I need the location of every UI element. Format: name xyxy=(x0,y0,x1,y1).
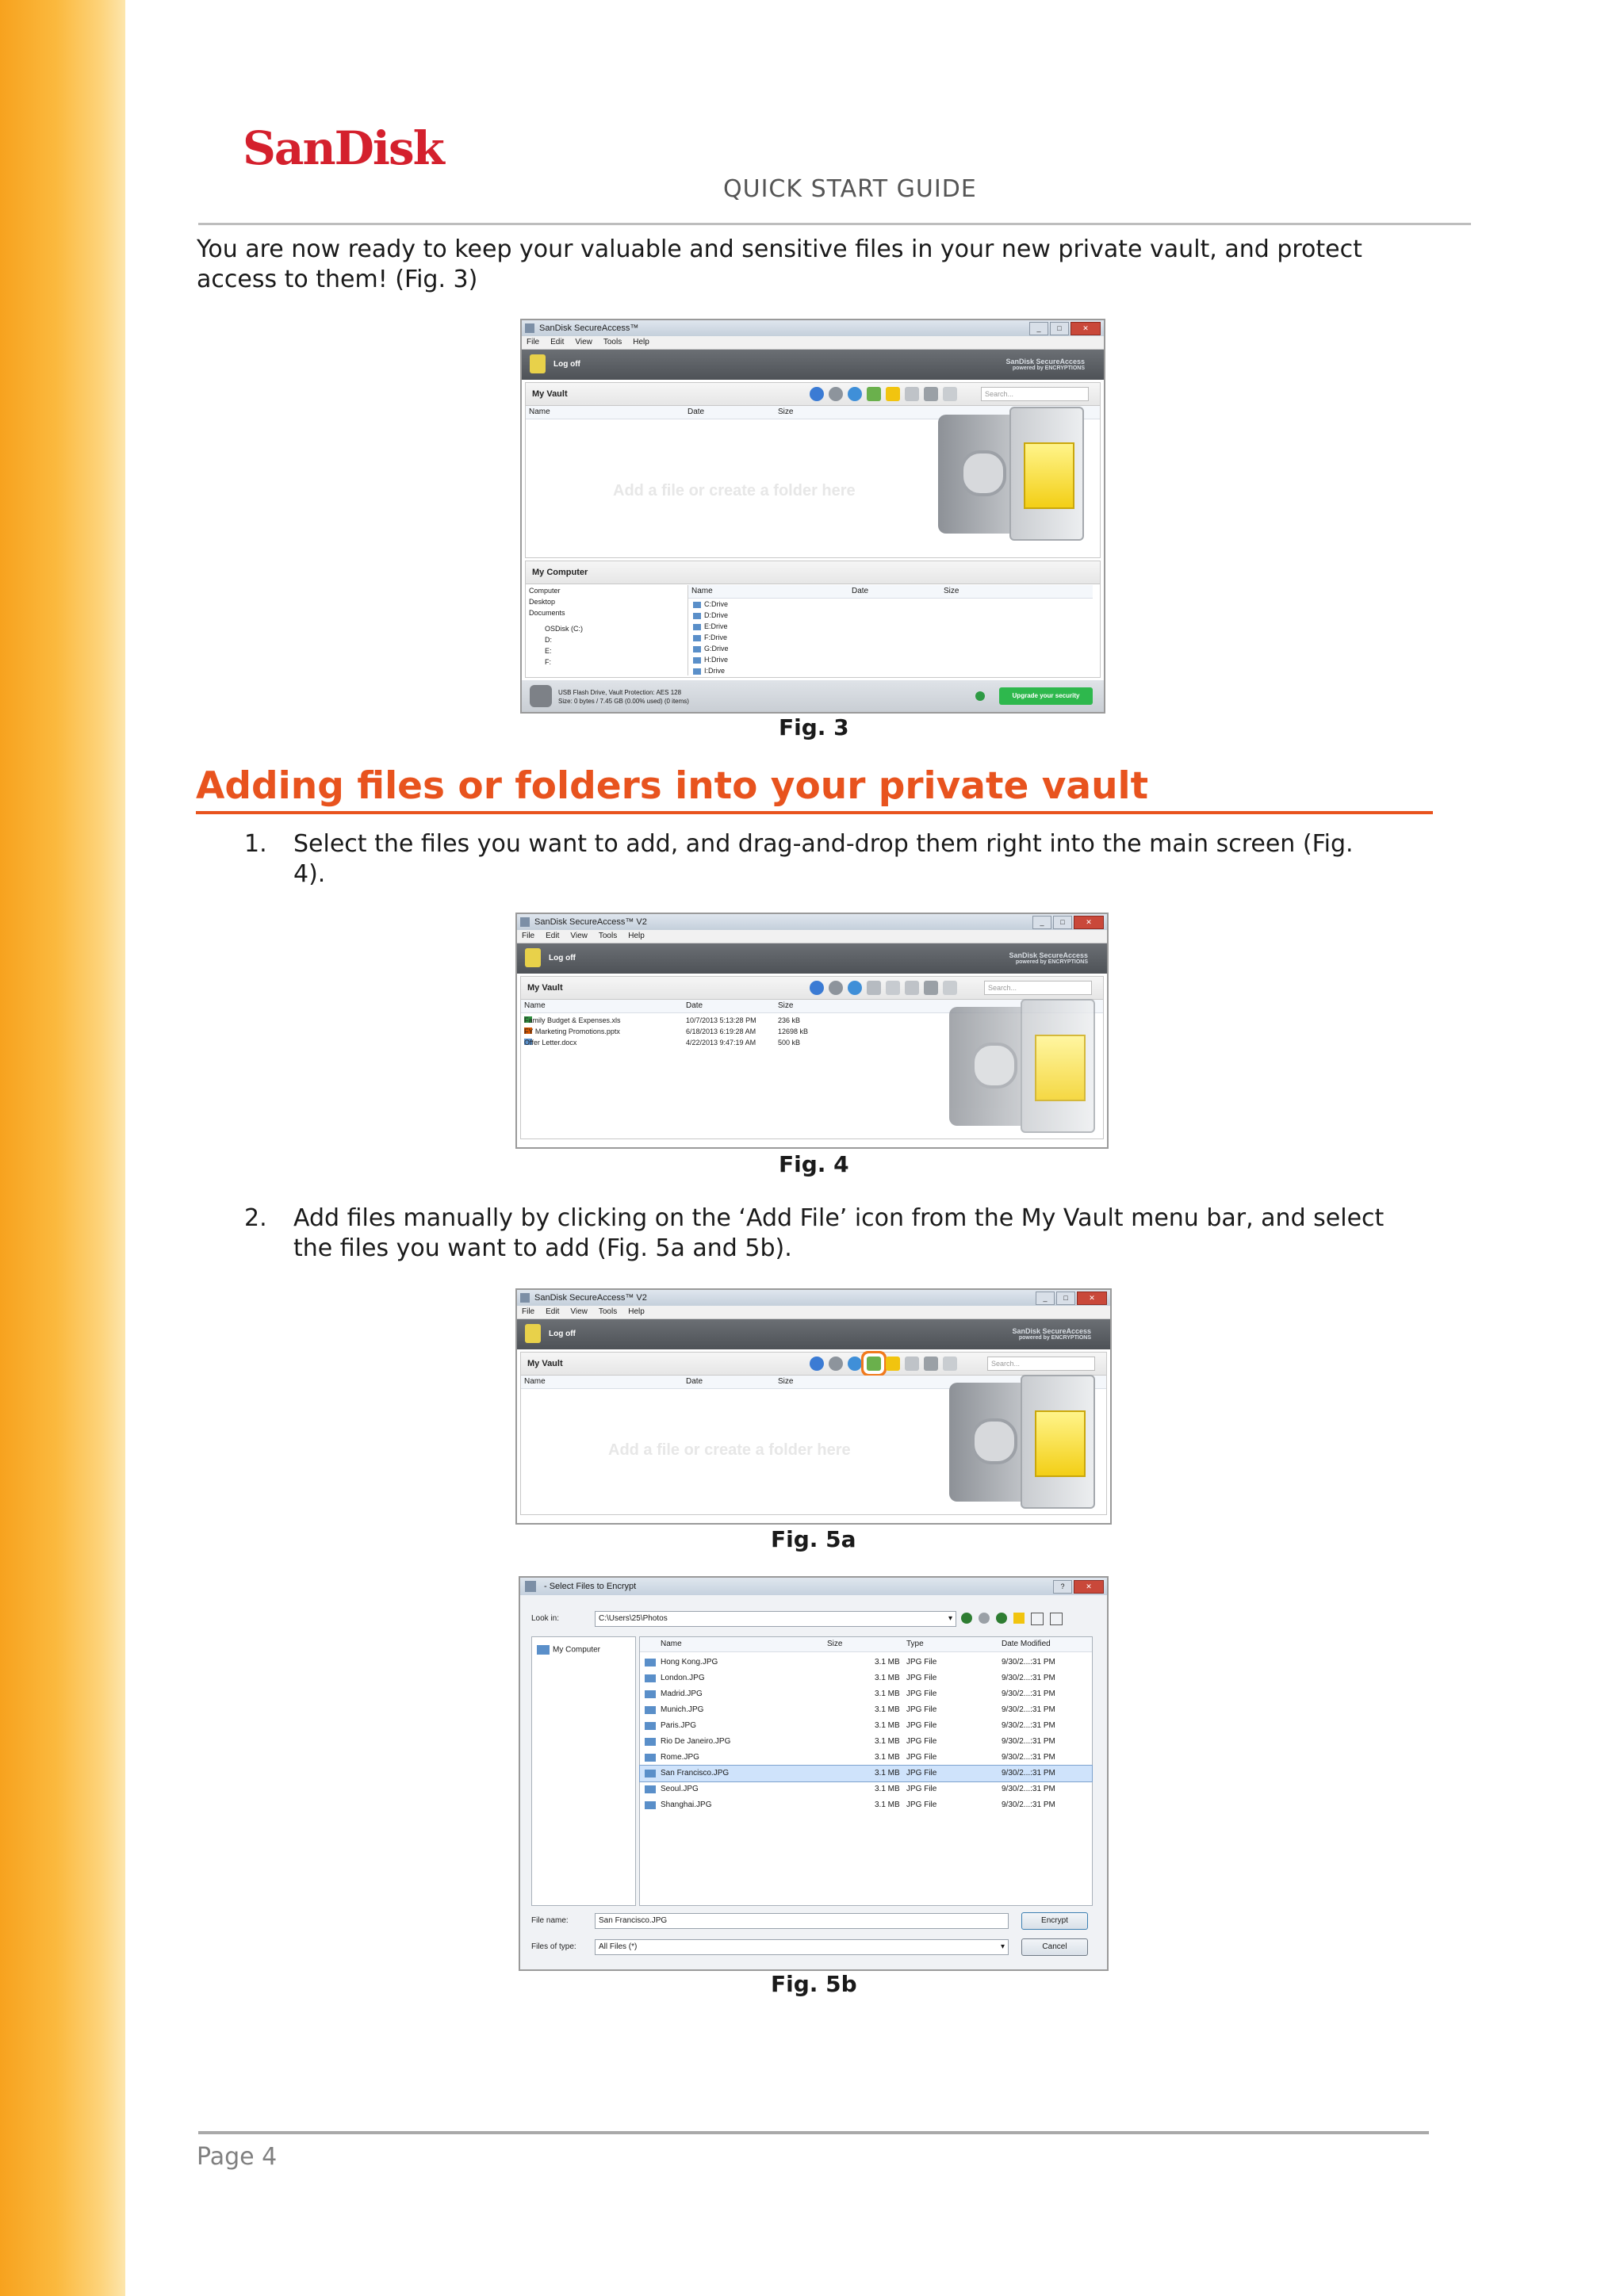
col-size[interactable]: Size xyxy=(778,408,794,416)
sandisk-logo: SanDisk xyxy=(243,121,443,175)
cut-icon[interactable] xyxy=(924,981,938,995)
paste-icon[interactable] xyxy=(943,387,957,401)
drive-row[interactable]: I:Drive xyxy=(693,665,1093,676)
minimize-button[interactable]: _ xyxy=(1036,1292,1055,1305)
search-input[interactable]: Search... xyxy=(984,981,1092,995)
vault-title: My Vault xyxy=(527,1359,563,1368)
file-name: Rio De Janeiro.JPG xyxy=(661,1737,731,1746)
vault-toolbar xyxy=(521,1353,1106,1376)
lock-icon[interactable] xyxy=(525,1324,541,1343)
lock-icon[interactable] xyxy=(525,948,541,967)
forward-icon[interactable] xyxy=(829,981,843,995)
window-title: SanDisk SecureAccess™ V2 xyxy=(534,1293,647,1303)
header-bar xyxy=(517,943,1107,974)
file-name: London.JPG xyxy=(661,1674,705,1682)
fig4-caption: Fig. 4 xyxy=(779,1151,849,1177)
brand-label: SanDisk SecureAccess powered by ENCRYPTIONS xyxy=(1012,1327,1091,1341)
places-sidebar xyxy=(531,1636,636,1906)
chevron-down-icon: ▾ xyxy=(948,1614,952,1623)
file-name: Rome.JPG xyxy=(661,1753,699,1762)
image-file-icon xyxy=(645,1785,656,1793)
file-row[interactable] xyxy=(640,1766,1092,1781)
back-icon[interactable] xyxy=(810,981,824,995)
vault-toolbar xyxy=(526,383,1100,406)
vault-panel xyxy=(520,976,1104,1139)
up-folder-icon[interactable] xyxy=(848,1357,862,1371)
file-modified: 9/30/2...:31 PM xyxy=(1002,1737,1055,1746)
minimize-button[interactable]: _ xyxy=(1032,916,1051,929)
file-modified: 9/30/2...:31 PM xyxy=(1002,1721,1055,1730)
search-input[interactable]: Search... xyxy=(987,1357,1095,1371)
image-file-icon xyxy=(645,1770,656,1777)
file-size: 3.1 MB xyxy=(875,1658,900,1667)
image-file-icon xyxy=(645,1754,656,1762)
intro-line-1: You are now ready to keep your valuable and sensitive files in your new private vault, and protect xyxy=(197,235,1362,263)
vault-file-row[interactable]: Family Budget & Expenses.xls 10/7/2013 5:13:28 PM 236 kB xyxy=(524,1016,801,1024)
header-divider xyxy=(198,223,1471,225)
menu-tools[interactable]: Tools xyxy=(598,1307,618,1316)
vault-icons xyxy=(810,387,957,401)
drive-list xyxy=(688,585,1093,675)
image-file-icon xyxy=(645,1722,656,1730)
add-folder-icon[interactable] xyxy=(886,387,900,401)
window-titlebar xyxy=(522,320,1104,336)
status-bar xyxy=(522,680,1104,712)
step-2: 2. Add files manually by clicking on the ‘Add File’ icon from the My Vault menu bar, and select the files you want to add (Fig. 5a and 5b). xyxy=(244,1204,1385,1262)
file-name: Madrid.JPG xyxy=(661,1689,703,1698)
file-row[interactable] xyxy=(640,1781,1092,1797)
menu-view[interactable]: View xyxy=(575,338,592,346)
vault-column-header: Name Date Size xyxy=(521,1000,1103,1013)
file-name: Seoul.JPG xyxy=(661,1785,699,1793)
file-size: 3.1 MB xyxy=(875,1753,900,1762)
section-heading: Adding files or folders into your private vault xyxy=(196,764,1149,808)
cut-icon[interactable] xyxy=(924,1357,938,1371)
file-type: JPG File xyxy=(906,1674,937,1682)
upgrade-security-button[interactable]: Upgrade your security xyxy=(999,687,1093,705)
intro-line-2: access to them! (Fig. 3) xyxy=(197,266,478,293)
drive-row[interactable]: G:Drive xyxy=(693,643,1093,654)
brand-label: SanDisk SecureAccess powered by ENCRYPTIONS xyxy=(1005,358,1085,371)
close-button[interactable]: ✕ xyxy=(1077,1292,1107,1305)
file-modified: 9/30/2...:31 PM xyxy=(1002,1785,1055,1793)
image-file-icon xyxy=(645,1690,656,1698)
file-type: JPG File xyxy=(906,1800,937,1809)
vault-file-row[interactable]: Offer Letter.docx 4/22/2013 9:47:19 AM 500 kB xyxy=(524,1039,801,1047)
dialog-nav-icons xyxy=(961,1613,1063,1625)
up-folder-icon[interactable] xyxy=(848,981,862,995)
empty-hint: Add a file or create a folder here xyxy=(613,482,856,499)
file-row[interactable] xyxy=(640,1718,1092,1734)
up-folder-icon[interactable] xyxy=(848,387,862,401)
menu-edit[interactable]: Edit xyxy=(546,932,560,940)
file-size: 3.1 MB xyxy=(875,1737,900,1746)
tree-item[interactable]: E: xyxy=(545,647,552,655)
computer-panel xyxy=(525,561,1101,678)
status-text: USB Flash Drive, Vault Protection: AES 128 Size: 0 bytes / 7.45 GB (0.00% used) (0 items) xyxy=(558,689,689,705)
file-modified: 9/30/2...:31 PM xyxy=(1002,1753,1055,1762)
search-input[interactable]: Search... xyxy=(981,387,1089,401)
file-type-select[interactable]: All Files (*) ▾ xyxy=(595,1939,1009,1955)
page-number: Page 4 xyxy=(197,2143,278,2171)
encrypt-button[interactable]: Encrypt xyxy=(1021,1912,1088,1930)
app-icon xyxy=(525,1581,536,1592)
fig3-caption: Fig. 3 xyxy=(779,714,849,740)
file-name: Munich.JPG xyxy=(661,1705,704,1714)
help-button[interactable]: ? xyxy=(1053,1580,1072,1594)
file-size: 3.1 MB xyxy=(875,1785,900,1793)
file-type: JPG File xyxy=(906,1737,937,1746)
drive-row[interactable]: E:Drive xyxy=(693,621,1093,632)
forward-icon[interactable] xyxy=(829,387,843,401)
file-modified: 9/30/2...:31 PM xyxy=(1002,1689,1055,1698)
vault-icons xyxy=(810,1357,957,1371)
menu-tools[interactable]: Tools xyxy=(603,338,622,346)
chevron-down-icon: ▾ xyxy=(1000,1942,1005,1951)
vault-safe-illustration xyxy=(949,1375,1092,1510)
close-button[interactable]: ✕ xyxy=(1071,322,1101,335)
file-row[interactable] xyxy=(640,1702,1092,1718)
figure-5b-screenshot xyxy=(519,1576,1109,1971)
brand-label: SanDisk SecureAccess powered by ENCRYPTIONS xyxy=(1009,951,1088,965)
file-type: JPG File xyxy=(906,1721,937,1730)
vault-safe-illustration xyxy=(938,407,1081,541)
drive-row[interactable]: D:Drive xyxy=(693,610,1093,621)
image-file-icon xyxy=(645,1674,656,1682)
maximize-button[interactable]: □ xyxy=(1053,916,1072,929)
header-bar xyxy=(522,350,1104,380)
look-in-label: Look in: xyxy=(531,1614,560,1623)
heading-underline xyxy=(196,811,1433,814)
drive-row[interactable]: F:Drive xyxy=(693,632,1093,643)
menu-help[interactable]: Help xyxy=(628,1307,645,1316)
menu-view[interactable]: View xyxy=(570,1307,588,1316)
figure-5a-screenshot xyxy=(515,1288,1112,1525)
new-folder-icon[interactable] xyxy=(1013,1613,1025,1624)
header-bar xyxy=(517,1319,1110,1349)
figure-4-screenshot xyxy=(515,913,1109,1149)
close-button[interactable]: ✕ xyxy=(1074,916,1104,929)
file-row[interactable] xyxy=(640,1670,1092,1686)
file-name-input[interactable]: San Francisco.JPG xyxy=(595,1913,1009,1929)
menu-file[interactable]: File xyxy=(522,932,535,940)
cut-icon[interactable] xyxy=(924,387,938,401)
file-row[interactable] xyxy=(640,1734,1092,1750)
file-row[interactable] xyxy=(640,1655,1092,1670)
minimize-button[interactable]: _ xyxy=(1029,322,1048,335)
copy-icon[interactable] xyxy=(905,981,919,995)
file-modified: 9/30/2...:31 PM xyxy=(1002,1705,1055,1714)
menu-tools[interactable]: Tools xyxy=(598,932,618,940)
up-icon[interactable] xyxy=(996,1613,1007,1624)
empty-hint: Add a file or create a folder here xyxy=(608,1441,851,1459)
image-file-icon xyxy=(645,1801,656,1809)
step-1: 1. Select the files you want to add, and drag-and-drop them right into the main screen (Fig. 4). xyxy=(244,830,1354,888)
file-row[interactable] xyxy=(640,1750,1092,1766)
file-name-label: File name: xyxy=(531,1916,569,1925)
file-name: Shanghai.JPG xyxy=(661,1800,712,1809)
app-icon xyxy=(520,917,530,927)
vault-title: My Vault xyxy=(532,389,568,399)
usb-drive-icon xyxy=(530,685,552,707)
file-name: Hong Kong.JPG xyxy=(661,1658,718,1667)
fig5a-caption: Fig. 5a xyxy=(771,1526,856,1552)
vault-icons xyxy=(810,981,957,995)
file-type: JPG File xyxy=(906,1769,937,1777)
menu-edit[interactable]: Edit xyxy=(546,1307,560,1316)
cancel-button[interactable]: Cancel xyxy=(1021,1938,1088,1956)
menu-file[interactable]: File xyxy=(527,338,540,346)
copy-icon[interactable] xyxy=(905,387,919,401)
tree-item[interactable]: F: xyxy=(545,658,551,666)
add-file-icon[interactable] xyxy=(867,981,881,995)
file-size: 3.1 MB xyxy=(875,1705,900,1714)
file-type: JPG File xyxy=(906,1785,937,1793)
add-file-icon[interactable] xyxy=(867,1357,881,1371)
window-titlebar xyxy=(517,1290,1110,1306)
drive-row[interactable]: H:Drive xyxy=(693,654,1093,665)
add-folder-icon[interactable] xyxy=(886,1357,900,1371)
vault-panel xyxy=(520,1352,1107,1515)
col-name[interactable]: Name xyxy=(529,408,550,416)
folder-tree xyxy=(529,587,680,675)
details-view-icon[interactable] xyxy=(1050,1613,1063,1625)
menu-bar xyxy=(517,930,1107,943)
guide-title: QUICK START GUIDE xyxy=(723,175,977,203)
vault-column-header: Name Date Size xyxy=(521,1376,1106,1389)
my-computer-item[interactable]: My Computer xyxy=(537,1645,600,1655)
back-icon[interactable] xyxy=(961,1613,972,1624)
menu-file[interactable]: File xyxy=(522,1307,535,1316)
lock-icon[interactable] xyxy=(530,354,546,373)
drive-column-header: Name Date Size xyxy=(688,585,1093,599)
vault-title: My Vault xyxy=(527,983,563,993)
add-folder-icon[interactable] xyxy=(886,981,900,995)
image-file-icon xyxy=(645,1659,656,1667)
window-title: SanDisk SecureAccess™ xyxy=(539,323,639,333)
drive-row[interactable]: C:Drive xyxy=(693,599,1093,610)
menu-bar xyxy=(517,1306,1110,1319)
dialog-title: - Select Files to Encrypt xyxy=(544,1582,637,1591)
tree-item[interactable]: Desktop xyxy=(529,598,556,606)
paste-icon[interactable] xyxy=(943,981,957,995)
file-type: JPG File xyxy=(906,1689,937,1698)
file-name: Paris.JPG xyxy=(661,1721,697,1730)
image-file-icon xyxy=(645,1706,656,1714)
file-column-header: Name Size Type Date Modified xyxy=(640,1637,1092,1652)
menu-help[interactable]: Help xyxy=(633,338,649,346)
file-type: JPG File xyxy=(906,1658,937,1667)
file-name: San Francisco.JPG xyxy=(661,1769,730,1777)
tree-item[interactable]: OSDisk (C:) xyxy=(545,625,583,633)
help-icon[interactable] xyxy=(975,691,985,701)
file-modified: 9/30/2...:31 PM xyxy=(1002,1800,1055,1809)
figure-3-screenshot xyxy=(520,319,1105,714)
file-size: 3.1 MB xyxy=(875,1689,900,1698)
orange-sidebar xyxy=(0,0,125,2296)
close-button[interactable]: ✕ xyxy=(1074,1580,1104,1594)
menu-edit[interactable]: Edit xyxy=(550,338,565,346)
paste-icon[interactable] xyxy=(943,1357,957,1371)
window-title: SanDisk SecureAccess™ V2 xyxy=(534,917,647,927)
menu-bar xyxy=(522,336,1104,350)
menu-help[interactable]: Help xyxy=(628,932,645,940)
dialog-titlebar xyxy=(520,1578,1107,1595)
tree-item[interactable]: Computer xyxy=(529,587,561,595)
app-icon xyxy=(520,1293,530,1303)
vault-safe-illustration xyxy=(949,999,1092,1134)
forward-icon[interactable] xyxy=(979,1613,990,1624)
maximize-button[interactable]: □ xyxy=(1056,1292,1075,1305)
computer-title: My Computer xyxy=(532,568,588,577)
file-size: 3.1 MB xyxy=(875,1674,900,1682)
back-icon[interactable] xyxy=(810,387,824,401)
add-file-icon[interactable] xyxy=(867,387,881,401)
file-modified: 9/30/2...:31 PM xyxy=(1002,1658,1055,1667)
logoff-button[interactable]: Log off xyxy=(553,360,580,369)
logoff-button[interactable]: Log off xyxy=(549,1330,576,1338)
col-date[interactable]: Date xyxy=(688,408,705,416)
tree-item[interactable]: D: xyxy=(545,636,552,644)
vault-file-row[interactable]: FY Marketing Promotions.pptx 6/18/2013 6:19:28 AM 12698 kB xyxy=(524,1027,809,1035)
maximize-button[interactable]: □ xyxy=(1050,322,1069,335)
app-icon xyxy=(525,323,534,333)
file-row[interactable] xyxy=(640,1686,1092,1702)
computer-icon xyxy=(537,1645,550,1655)
file-row[interactable] xyxy=(640,1797,1092,1813)
list-view-icon[interactable] xyxy=(1031,1613,1044,1625)
footer-divider xyxy=(198,2131,1429,2134)
file-modified: 9/30/2...:31 PM xyxy=(1002,1674,1055,1682)
file-type: JPG File xyxy=(906,1753,937,1762)
file-list xyxy=(639,1636,1093,1906)
logoff-button[interactable]: Log off xyxy=(549,954,576,962)
forward-icon[interactable] xyxy=(829,1357,843,1371)
file-type-label: Files of type: xyxy=(531,1942,576,1951)
fig5b-caption: Fig. 5b xyxy=(771,1971,857,1997)
vault-panel xyxy=(525,382,1101,558)
file-size: 3.1 MB xyxy=(875,1769,900,1777)
copy-icon[interactable] xyxy=(905,1357,919,1371)
tree-item[interactable]: Documents xyxy=(529,609,565,617)
file-size: 3.1 MB xyxy=(875,1721,900,1730)
file-size: 3.1 MB xyxy=(875,1800,900,1809)
back-icon[interactable] xyxy=(810,1357,824,1371)
file-modified: 9/30/2...:31 PM xyxy=(1002,1769,1055,1777)
computer-toolbar xyxy=(526,561,1100,584)
vault-toolbar xyxy=(521,977,1103,1000)
file-type: JPG File xyxy=(906,1705,937,1714)
window-titlebar xyxy=(517,914,1107,930)
image-file-icon xyxy=(645,1738,656,1746)
look-in-select[interactable]: C:\Users\25\Photos ▾ xyxy=(595,1611,956,1627)
menu-view[interactable]: View xyxy=(570,932,588,940)
